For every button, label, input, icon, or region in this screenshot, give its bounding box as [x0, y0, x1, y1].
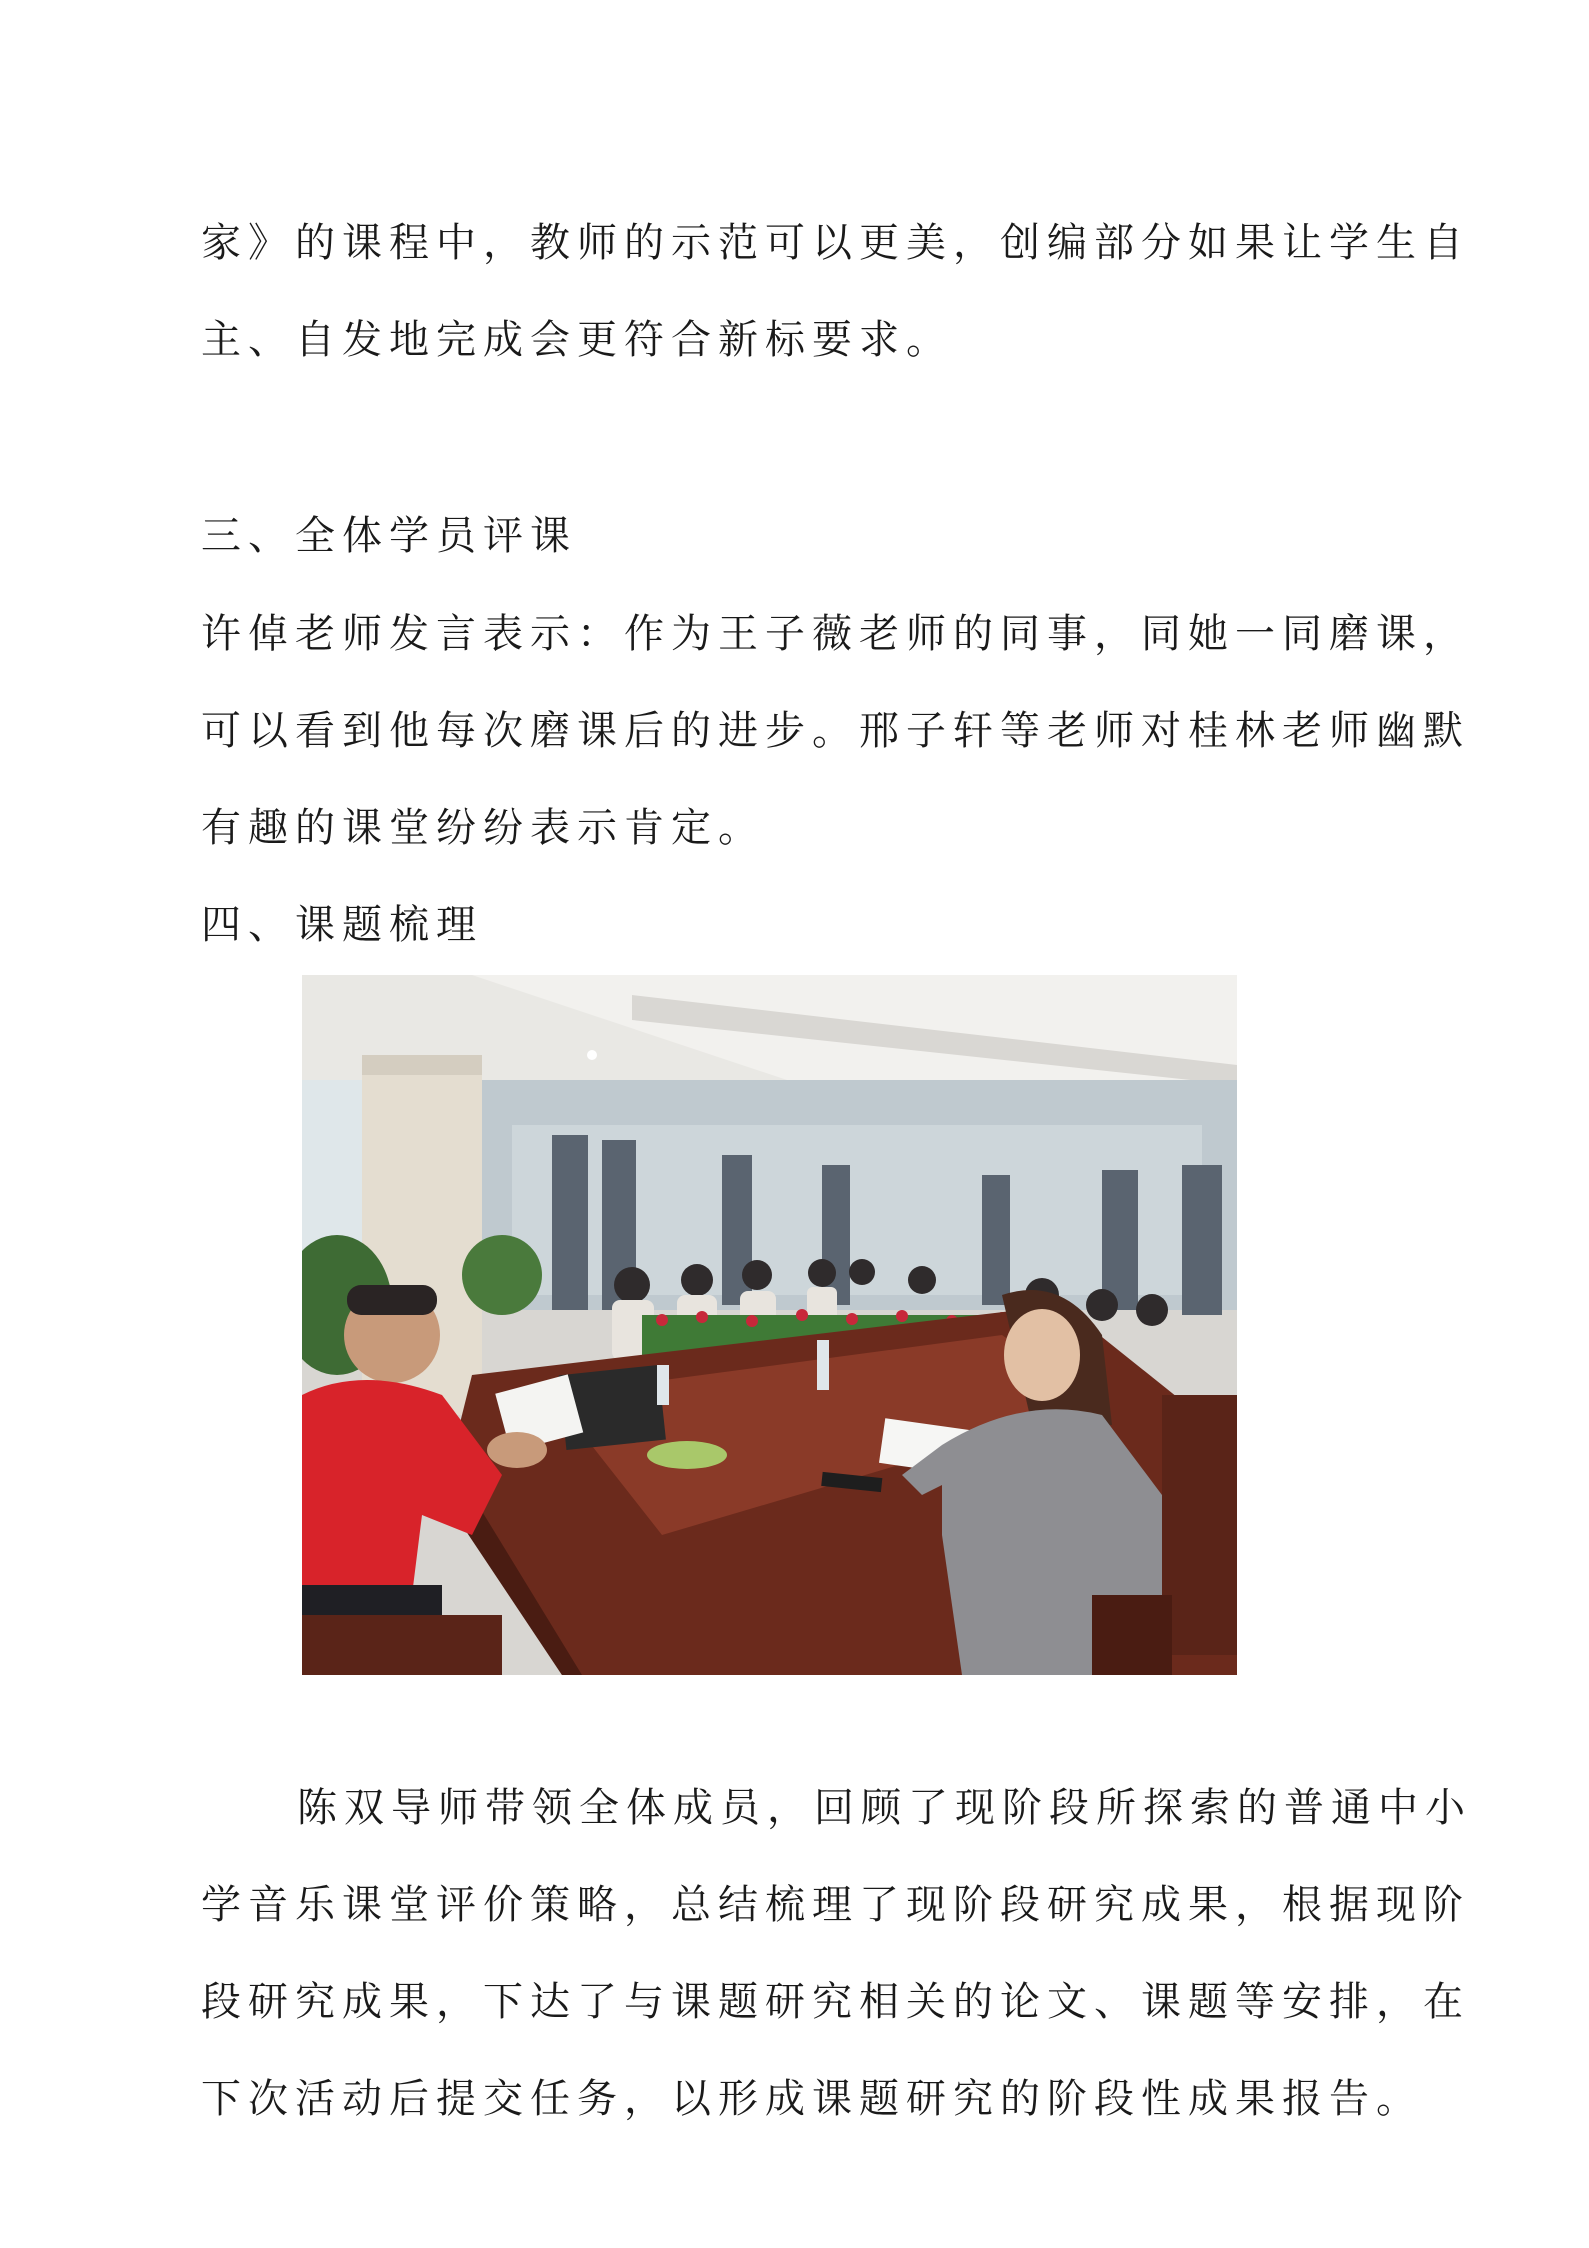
section-3-heading: 三、全体学员评课 [201, 513, 577, 559]
final-paragraph-line-3: 段研究成果，下达了与课题研究相关的论文、课题等安排，在 [201, 1979, 1470, 2025]
meeting-photo-illustration [302, 975, 1237, 1675]
section-4-heading: 四、课题梳理 [201, 902, 483, 948]
final-paragraph-line-1: 陈双导师带领全体成员，回顾了现阶段所探索的普通中小 [297, 1785, 1472, 1831]
section-3-line-1: 许倬老师发言表示：作为王子薇老师的同事，同她一同磨课， [201, 611, 1470, 657]
section-3-line-3: 有趣的课堂纷纷表示肯定。 [201, 805, 765, 851]
paragraph-1-line-1: 家》的课程中，教师的示范可以更美，创编部分如果让学生自 [201, 220, 1470, 266]
meeting-photo [302, 975, 1237, 1675]
final-paragraph-line-4: 下次活动后提交任务，以形成课题研究的阶段性成果报告。 [201, 2076, 1423, 2122]
section-3-line-2: 可以看到他每次磨课后的进步。邢子轩等老师对桂林老师幽默 [201, 708, 1470, 754]
final-paragraph-line-2: 学音乐课堂评价策略，总结梳理了现阶段研究成果，根据现阶 [201, 1882, 1470, 1928]
paragraph-1-line-2: 主、自发地完成会更符合新标要求。 [201, 317, 953, 363]
